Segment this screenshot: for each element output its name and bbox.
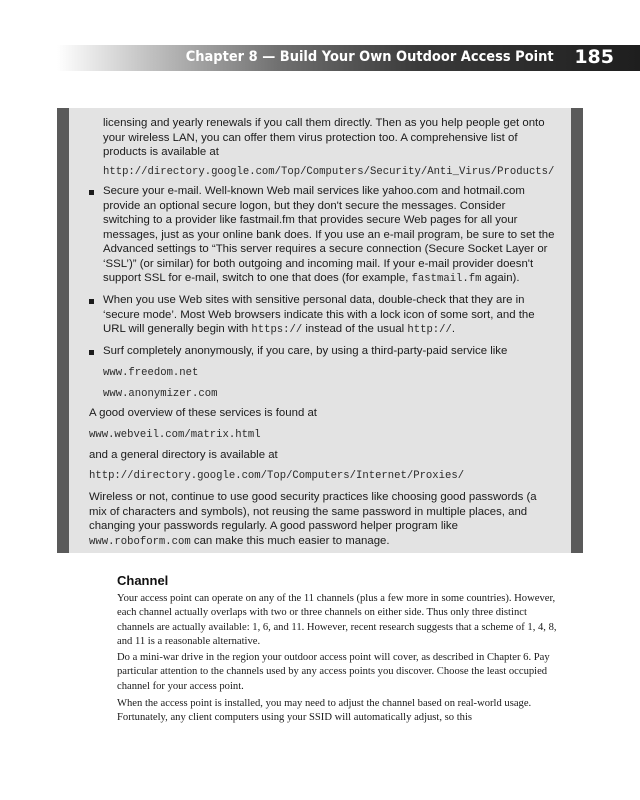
inline-code-https: https:// — [251, 324, 303, 336]
bullet-text-end: again). — [484, 272, 520, 284]
closing-text: Wireless or not, continue to use good security practices like choosing good passwords (a mix of characters and symbols), not reusing the same password in multiple places, and changing your passwords regularly. A good password helper program like — [89, 491, 537, 532]
matrix-url: www.webveil.com/matrix.html — [89, 429, 261, 441]
anon-url-freedom: www.freedom.net — [103, 367, 199, 379]
bullet-icon — [89, 299, 94, 304]
chapter-title: Chapter 8 — Build Your Own Outdoor Access Point — [186, 49, 554, 65]
page-number: 185 — [574, 46, 614, 68]
inline-code: fastmail.fm — [411, 273, 482, 285]
inline-code-roboform: www.roboform.com — [89, 535, 191, 548]
directory-text: and a general directory is available at — [89, 449, 278, 461]
bullet-text: When you use Web sites with sensitive personal data, double-check that they are in ‘secure mode’. Most Web browsers indicate this with a lock icon of some sort, and the URL will generally begin with — [103, 294, 535, 335]
bullet-text-end: . — [451, 323, 456, 335]
running-header — [57, 45, 640, 71]
bullet-icon — [89, 350, 94, 355]
bullet-secure-email — [103, 184, 555, 287]
bullet-icon — [89, 190, 94, 195]
closing-paragraph — [89, 490, 557, 549]
sidebar-intro-text: licensing and yearly renewals if you call them directly. Then as you help people get onto your wireless LAN, you can offer them virus protection too. A comprehensive list of products is available at — [103, 117, 545, 158]
anon-url-anonymizer: www.anonymizer.com — [103, 388, 218, 400]
overview-text: A good overview of these services is found at — [89, 407, 317, 419]
bullet-text: Secure your e-mail. Well-known Web mail services like yahoo.com and hotmail.com provide an optional secure logon, but they don't secure the messages. Consider switching to a provider like fastmail.fm that provides secure Web pages for all your messages, just as your online bank does. If you use an e-mail program, be sure to set the Advanced settings to “This server requires a secure connection (Secure Socket Layer or ‘SSL’)” (or similar) for both outgoing and incoming mail. If your e-mail provider doesn't support SSL for e-mail, switch to one that does (for example, — [103, 185, 555, 284]
section-heading: Channel — [117, 573, 169, 588]
proxies-url: http://directory.google.com/Top/Computers/Internet/Proxies/ — [89, 470, 465, 482]
sidebar-right-rail — [571, 108, 583, 553]
bullet-secure-mode — [103, 293, 555, 338]
body-paragraph: When the access point is installed, you may need to adjust the channel based on real-world usage. Fortunately, any client computers using your SSID will automatically adjust, so this — [117, 698, 532, 724]
inline-code-http: http:// — [407, 324, 452, 336]
bullet-text-middle: instead of the usual — [305, 323, 405, 335]
bullet-anonymous: Surf completely anonymously, if you care, by using a third-party-paid service like — [103, 345, 508, 357]
antivirus-url: http://directory.google.com/Top/Computers/Security/Anti_Virus/Products/ — [103, 166, 555, 178]
body-paragraph: Do a mini-war drive in the region your outdoor access point will cover, as described in Chapter 6. Pay particular attention to the channels used by any access points you discover. Choose the least occupied channel for your access point. — [117, 652, 550, 692]
body-paragraph: Your access point can operate on any of the 11 channels (plus a few more in some countries). However, each channel actually overlaps with two or three channels on either side. Thus only three distinct channels are actually available: 1, 6, and 11. However, recent research suggests that a scheme of 1, 4, 8, and 11 is a reasonable alternative. — [117, 593, 557, 647]
sidebar-left-rail — [57, 108, 69, 553]
closing-text-end: can make this much easier to manage. — [193, 534, 390, 547]
